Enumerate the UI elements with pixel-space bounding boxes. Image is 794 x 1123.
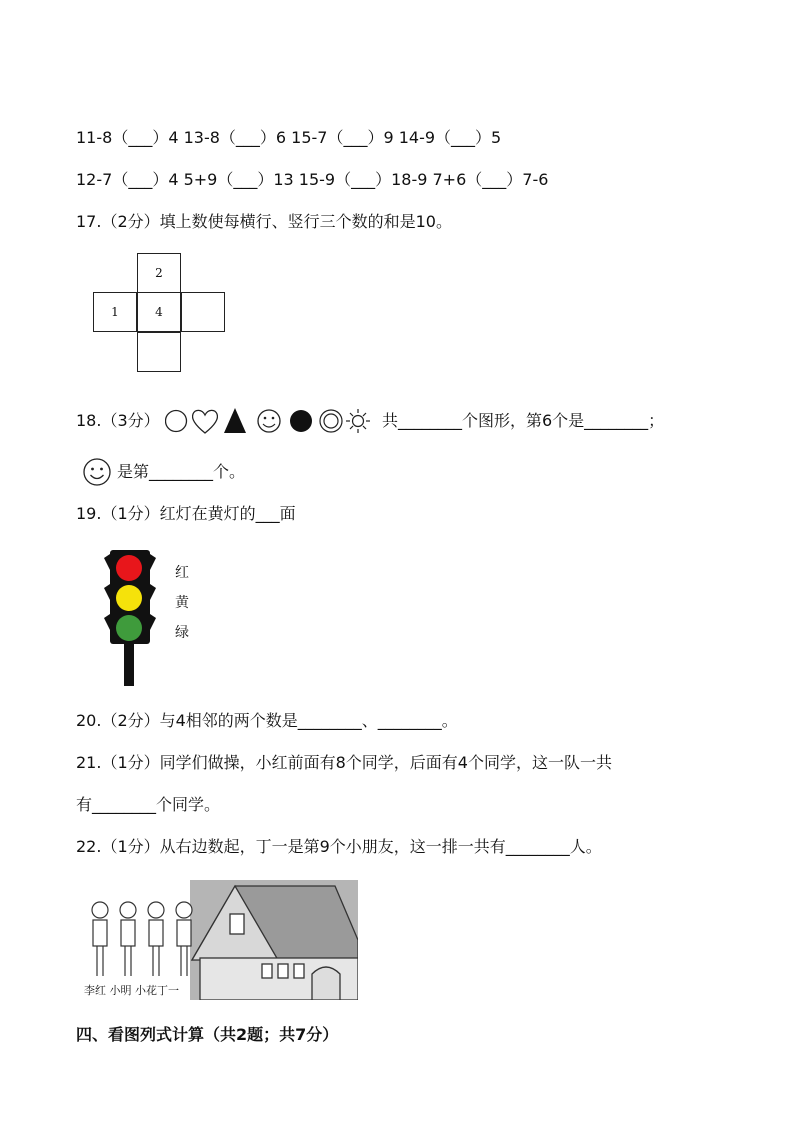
grid-cell-top[interactable]: 2 (137, 253, 181, 293)
question-18-prefix: 18.（3分） (76, 411, 160, 430)
section-4-heading: 四、看图列式计算（共2题；共7分） (76, 1025, 339, 1044)
question-17: 17.（2分）填上数使每横行、竖行三个数的和是10。 (76, 212, 452, 231)
concentric-circle-icon (320, 410, 342, 432)
circle-icon (166, 411, 187, 432)
smiley-icon (258, 410, 280, 432)
smiley-icon (82, 457, 112, 487)
compare-row-2: 12-7（___）4 5+9（___）13 15-9（___）18-9 7+6（___）7-6 (76, 170, 549, 189)
compare-row-1: 11-8（___）4 13-8（___）6 15-7（___）9 14-9（___）5 (76, 128, 502, 147)
question-20: 20.（2分）与4相邻的两个数是________、________。 (76, 711, 458, 730)
label-red: 红 (175, 565, 189, 581)
sun-icon (346, 409, 370, 433)
triangle-icon (224, 408, 246, 433)
shape-sequence (165, 404, 375, 438)
green-light (116, 615, 142, 641)
question-18-text: 共________个图形，第6个是________； (382, 411, 665, 430)
question-21-line-1: 21.（1分）同学们做操，小红前面有8个同学，后面有4个同学，这一队一共 (76, 753, 612, 772)
question-18-line-2: 是第________个。 (117, 462, 246, 481)
children-house-illustration (80, 880, 358, 1000)
number-cross-grid (92, 253, 226, 375)
question-22: 22.（1分）从右边数起，丁一是第9个小朋友，这一排一共有________人。 (76, 837, 602, 856)
yellow-light (116, 585, 142, 611)
question-19: 19.（1分）红灯在黄灯的___面 (76, 504, 296, 523)
filled-circle-icon (290, 410, 312, 432)
grid-cell-right[interactable] (181, 292, 225, 332)
question-21-line-2: 有________个同学。 (76, 795, 221, 814)
house-icon (190, 880, 358, 1000)
grid-cell-bottom[interactable] (137, 332, 181, 372)
label-green: 绿 (175, 625, 189, 641)
heart-icon (193, 410, 218, 433)
children-caption: 李红 小明 小花丁一 (84, 984, 179, 997)
label-yellow: 黄 (175, 595, 189, 611)
grid-cell-left[interactable]: 1 (93, 292, 137, 332)
red-light (116, 555, 142, 581)
grid-cell-center[interactable]: 4 (137, 292, 181, 332)
traffic-light-icon (104, 550, 164, 686)
